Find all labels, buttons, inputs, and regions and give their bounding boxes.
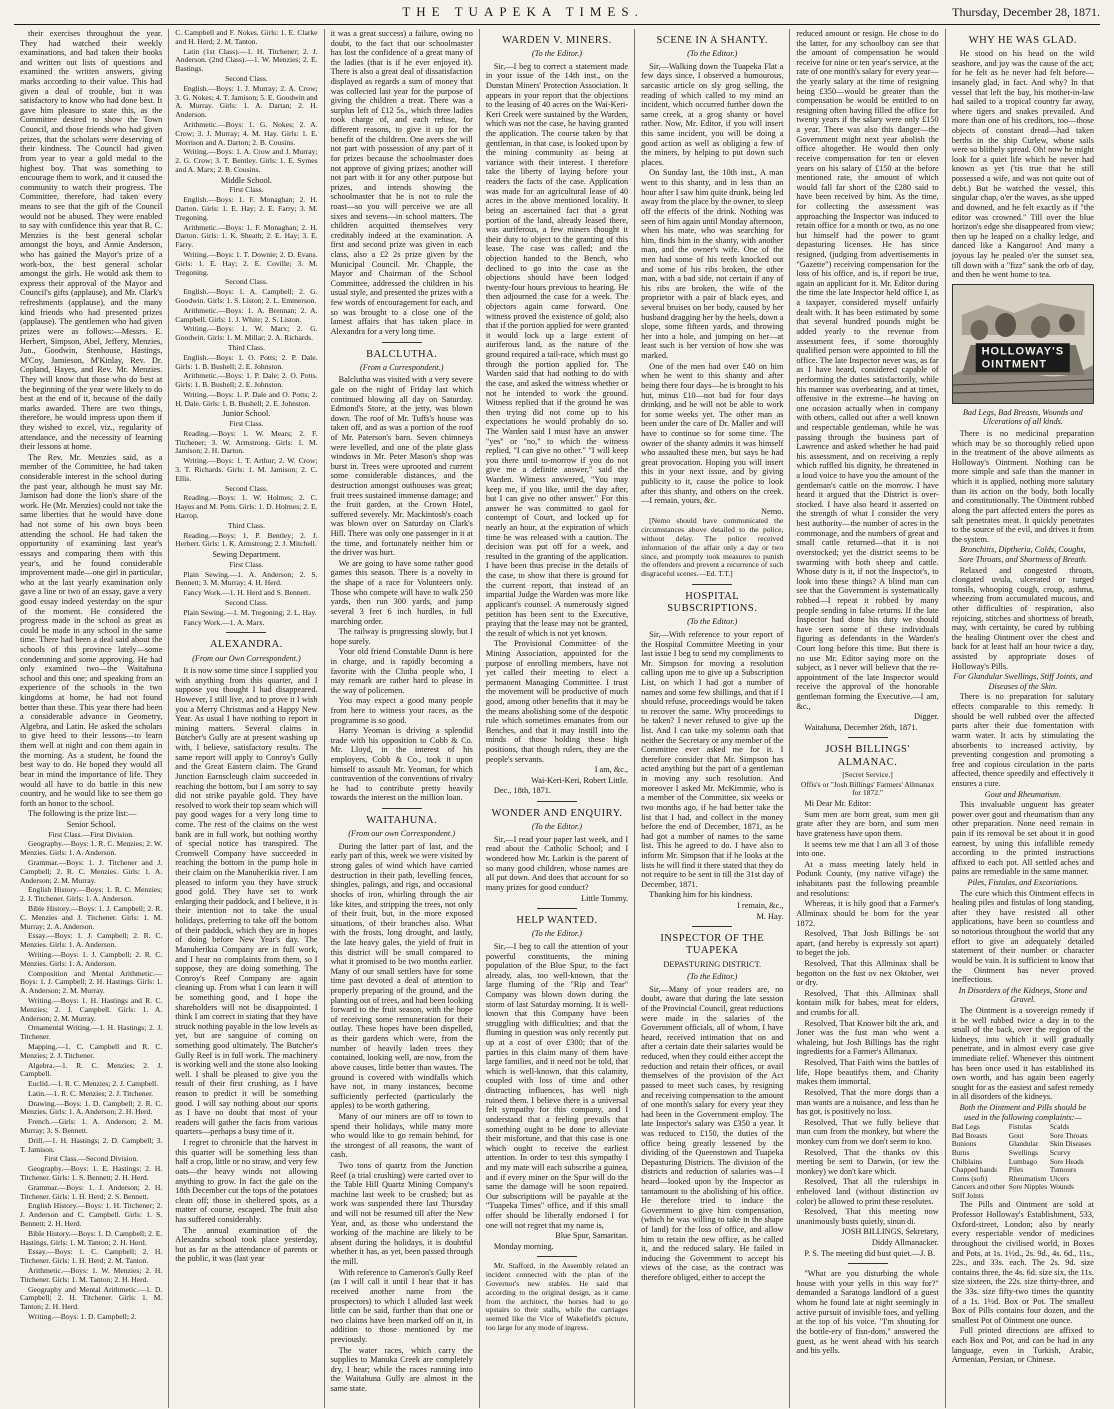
table-cell: Stiff Joints [951, 1190, 984, 1200]
editor-note: [Nemo should have communicated the circumstances above detailed to the police, without delay. The police received information of the affair only a day or two since, and promptly took measures to punish the offenders and prevent a recurrence of such disgraceful scenes.—Ed. T.T.] [641, 516, 784, 579]
prize-line: Euclid.—1. R. C. Menzies; 2. J. Campbell. [28, 1079, 159, 1089]
article-paragraph: Resolved, That all the rulerships in enbeloved land (without distinction ov color) be allowed to print these resolutes. [796, 1177, 939, 1206]
table-cell: Fistulas [1008, 1122, 1032, 1132]
table-cell: Tumours [1049, 1165, 1077, 1175]
article-paragraph: On Sunday last, the 10th inst., A man went to this shanty, and in less than an hour after I saw him quite drunk, being led away from the place by the owner, to sleep off the effects of the drink. Nothing was seen of him again until Monday afternoon, when his mate, who was searching for him, finds him in the shanty, with another man, and the owner's wife. One of the men had some of his teeth knocked out and some of his ribs broken, the other man, with a bad side, not certain if any of his ribs are broken, the wife of the proprietor with a pair of black eyes, and several bruises on her body, caused by her husband dragging her by the heels, down a slope, some fifteen yards, and throwing her into a hole, and jumping on her—at least such is her version of how she was marked. [641, 168, 784, 361]
divider [226, 632, 266, 633]
prize-line: Essay.—Boys: 1. C. Campbell; 2. H. Titchener. Girls: 1. H. Herd; 2. M. Tanton. [20, 1247, 163, 1266]
divider [382, 808, 422, 809]
article-paragraph: Many of our miners are off to town to spend their holidays, while many more who would like to go remain behind, for the strongest of all reasons, the want of cash. [330, 1111, 473, 1160]
table-cell: Bunions [951, 1139, 977, 1149]
prize-line: Writing.—Boys: 1. A. Crow and J. Murray; 2. G. Crow; 3. T. Bentley. Girls: 1. E. Symes and A. Marx; 2. B. Cousins. [175, 147, 318, 174]
subsection-heading: Second Class. [225, 598, 268, 608]
subsection-heading: Second Class. [225, 277, 268, 287]
prize-line: Plain Sewing.—1. A. Anderson; 2. S. Bennett; 3. M. Murray; 4. H. Herd. [175, 569, 318, 588]
prize-line: Plain Sewing.—1. M. Tregoning; 2. L. Hay. [183, 607, 317, 617]
letter-signature: Nemo. [761, 506, 784, 516]
prize-line: Drill.—1. H. Hastings; 2. D. Campbell; 3. T. Jamison. [20, 1135, 163, 1154]
article-byline: (From our own Correspondent.) [348, 829, 456, 839]
prize-line: Writing.—Boys: 1. H. Hastings and R. C. Menzies; 2. J. Campbell. Girls: 1. A. Anderson; 2. M. Murray. [20, 995, 163, 1023]
article-byline: (To the Editor.) [531, 822, 583, 832]
article-paragraph: Whereas, it is hily good that a Farmer's Allminax should be born for the year 1872. [796, 899, 939, 928]
article-paragraph: Relaxed and congested throats, clongated uvula, ulcerated or turged tonsils, whooping cough, croup, asthma, wheezing from accumulated mucous, and other difficulties of respiration, also rejoicing, stitches and shortness of breath, may, with certainty, be cured by rubbing the healing Ointment over the chest and back for at least half an hour twice a day, assisted by appropriate doses of Holloway's Pills. [951, 565, 1094, 671]
letter-signature: Little Tommy. [581, 893, 629, 903]
article-byline: (From a Correspondent.) [359, 362, 444, 372]
table-cell: Cancers and other [951, 1182, 1006, 1192]
table-cell: Rheumatism [1008, 1173, 1047, 1183]
article-paragraph: With reference to Cameron's Gully Reef (as I will call it until I hear that it has received another name from the prospectors) to which I alluded last week little can be said, further than that one or two claims have been marked off on it, in addition to those mentioned by me previously. [330, 1267, 473, 1344]
prize-line: Writing.—Boys: 1. D. Campbell; 2. [28, 1312, 137, 1322]
letter-signature: M. Hay. [756, 911, 784, 921]
ad-subheading: Bronchitis, Diptheria, Colds, Coughs, Sore Throats, and Shortness of Breath. [958, 545, 1088, 564]
letter-signoff: I remain, &c., [737, 901, 784, 911]
subsection-heading: First Class.—First Division. [48, 829, 134, 839]
article-paragraph: We are going to have some rather good games this season. There is a novelty in the shape of a race for Volunteers only. Those who compete will have to walk 250 yards, then run 300 yards, and jump several 3 feet 6 inch hurdles, in full marching order. [330, 558, 473, 626]
divider [537, 801, 577, 802]
prize-line: English.—Boys: 1. F. Monaghan; 2. H. Darton. Girls: 1. E. Hay; 2. E. Farry; 3. M. Tregoning. [175, 195, 318, 222]
table-cell: Chilblains [951, 1156, 983, 1166]
prize-line: Ornamental Writing.—1. H. Hastings; 2. J. Titchener. [20, 1023, 163, 1042]
table-cell: Sore Throats [1049, 1130, 1088, 1140]
article-paragraph: Thanking him for his kindness. [649, 890, 753, 900]
article-subheadline: Offis's or "Josh Billings' Farmers' Allmanax for 1872." [800, 779, 935, 798]
column-7 [945, 29, 1100, 1408]
article-byline: (To the Editor.) [687, 49, 738, 59]
letter-signature: Wai-Keri-Keri, Robert Little. [531, 775, 629, 785]
ad-subheading: Gout and Rheumatism. [984, 789, 1061, 799]
article-paragraph: Harry Yeoman is driving a splendid trade with his opposition to Cobb & Co. Mr. Lloyd, in the interest of his employers, Cobb & Co., took it upon himself to assault Mr. Yeoman, for which contravention of the conventions of rivalry he had to contribute pretty heavily towards the interest on the million loan. [330, 726, 473, 803]
ad-subheading: In Disorders of the Kidneys, Stone and Gravel. [958, 985, 1088, 1005]
columns [14, 29, 1100, 1408]
article-paragraph: It seems tew me that I am all 3 of those into one. [796, 839, 939, 859]
masthead [14, 0, 1100, 25]
article-byline: (From our Own Correspondent.) [192, 653, 301, 663]
column-2 [168, 29, 323, 1408]
article-paragraph: Full printed directions are affixed to each Box and Pot, and can be had in any language, even in Turkish, Arabic, Armenian, Persian, or Chinese. [951, 1326, 1094, 1365]
table-cell: Scalds [1049, 1122, 1070, 1132]
postscript: P. S. The meeting did bust quiet.—J. B. [804, 1248, 936, 1258]
prize-line: Fancy Work.—1. A. Marx. [183, 617, 265, 627]
prize-line: Bible History.—Boys: 1. D. Campbell; 2. E. Hastings. Girls: 1. M. Tanton; 2. H. Herd. [20, 1228, 163, 1247]
prize-line: Grammar.—Boys: 1. J. Titchener and J. Campbell; 2. R. C. Menzies. Girls: 1. A. Anderson; 2. M. Murray. [20, 857, 163, 885]
article-byline: (To the Editor.) [687, 617, 738, 627]
divider [537, 908, 577, 909]
article-paragraph: Resolved, That the more dorgs than a man wants are a nuisance, and less than he has got, is positively no loss. [796, 1087, 939, 1117]
letter-date: Waitahuna, December 26th, 1871. [804, 722, 918, 732]
article-paragraph: One of the men had over £40 on him when he went to this shanty and after being there four days—he is brought to his hut, minus £10—not bad for four days drinking, and he will not be able to work for some weeks yet. The other man as been under the care of Dr. Maller and will have to continue so for some time. The owner of the shanty admits it was himself who assaulted these men, but says he had great provocation. Hoping you will insert this in your next issue, and by giving publicity to it, cause the police to look after this shanty, and others on the creek.—I remain, yours, &c. [641, 361, 784, 506]
table-cell: Skin Diseases [1049, 1139, 1092, 1149]
divider [848, 737, 888, 738]
article-paragraph: Sir,—With reference to your report of the Hospital Committee Meeting in your last issue I beg to send my compliments to Mr. Simpson for moving a resolution calling upon me to give up a Subscription List, on which I had got a number of names and some few shillings, and that if I should refuse, proceedings would be taken to recover the same. Why proceedings to be taken? I never refused to give up the list. And I can take my solemn oath that neither the Secretary or any member of the Committee ever asked me for it. I therefore consider that Mr. Simpson has acted anything but the part of a gentleman in moving any such resolution. And moreover I asked Mr. McKimmie, who is a member of the Committee, six weeks or two months ago, if he had better take the list that I had, and collect in the money before the end of December, 1871, as he had got a number of names to the same list. This he agreed to do. I have also to inform Mr. Simpson that if he looks at the lists he will find it there stated that they do not require to be sent in till the 31st day of December, 1871. [641, 629, 784, 889]
letter-signature: Digger. [914, 712, 939, 722]
article-paragraph: The Provisional Committee of the Mining Association, appointed for the purpose of enrolling members, have not yet called their meeting to elect a permanent Managing Committee. I trust the movement will be productive of much good, among other benefits that it may be the means abolishing some of the despotic rule which sometimes emanates from our Benches, and that it may instill into the minds of those holding these high positions, that though rulers, they are the people's servants. [485, 639, 629, 764]
column-6 [789, 29, 944, 1408]
prize-line: English.—Boys: 1. A. Campbell; 2. G. Goodwin. Girls: 1. S. Liston; 2. L. Emmerson. [175, 287, 318, 305]
subsection-heading: Third Class. [227, 520, 265, 530]
article-paragraph: The water races, which carry the supplies to Manuka Creek are completely dry, I hear; while the races running into the Waitahuna Gully are almost in the same state. [330, 1345, 473, 1393]
newspaper-title: THE TUAPEKA TIMES. [402, 4, 644, 19]
article-paragraph: The Rev. Mr. Menzies said, as a member of the Committee, he had taken considerable interest in the school during the past year, although he must say Mr. Jamison had done the lion's share of the work. He (Mr. Menzies) could not take the same liberties that he would have done had not some of his own boys been attending the school. He had taken the opportunity of examining last year's essays and comparing them with this year's, and he found considerable improvement made—one girl in particular, who at the last yearly examination only gave a line or two of an essay, gave a very good essay indeed yesterday on the spur of the moment. He considered the progress made in the school as great as could be made in any school in the same time. There had been a deal said about the schools of this province lately—some condemning and some approving. He had only examined two—the Waitahuna school and this one; and speaking from an experience of the schools in the two kingdoms at home, he had not found better than these. This year there had been a considerable advance in Geometry, Algebra, and Latin. He asked the scholars to give heed to their lessons—to learn them well at night and con them again in the morning. As a student, he found the best way to do. He hoped they would all bear in mind the importance of life. They would all have to do battle in this new country, and he would like to see them go forth an honor to the school. [20, 452, 163, 808]
article-headline: HELP WANTED. [516, 915, 598, 927]
article-paragraph: Resolved, That this Allminax shall kontain milk for babes, meat for elders, and crumbs for all. [796, 988, 939, 1018]
prize-line: Essay.—Boys: 1. J. Campbell; 2. R. C. Menzies. Girls: 1. A. Anderson. [20, 931, 163, 950]
article-byline: (To the Editor.) [531, 929, 583, 939]
article-paragraph: Balclutha was visited with a very severe gale on the night of Friday last which continued blowing all day on Saturday. Edmond's Store, at the jetty, was blown down. The roof of Mr. Tuffs's house was taken off, and as was a portion of the roof of Mr. Paterson's barn. Seven chimneys were levelled, and one of the plate glass windows in Mr. Peter Mason's shop was burst in. Trees were uprooted and current some considerable distances, and the destruction amongst outhouses was great; fruit trees sustained immense damage; and the fruit garden, at the Crown Hotel, suffered severely. Mr. Mackintosh's coach was blown over on Saturday on Clark's Hill. There was only one passenger in it at the time, and fortunately neither him or the driver was hurt. [330, 375, 473, 558]
article-paragraph: He stood on his head on the wild seashore, and joy was the cause of the act; for he felt as he never had felt before—insanely glad, in fact. And why? In that vessel that left the bay, his mother-in-law had sailed to a tropical country far away, where tigers and snakes prevailed. And more than one of his creditors, too—those objects of constant dread—had taken berths in the ship Curlew, whose sails were so blithely spread. Oh! now he might look for a quiet life which he never had known as yet ('tis true that he still possessed a wife, and was not quite out of debt.) But he watched the vessel, this singular chap, o'er the waves, as she upped and downed, and he felt exactly as if "the editor was crowned." Till over the blue horizon's edge she disappeared from view; then up he leaped on a chalky ledge, and danced like a Kangaroo! And many a joyous lay he pealed o'er the sunset sea, till down with a "fizz" sank the orb of day, and then he went home to tea. [951, 49, 1094, 280]
article-paragraph: The Ointment is a sovereign remedy if it be well rubbed twice a day in to the small of the back, over the region of the kidneys, into which it will gradually penetrate, and in almost every case give immediate relief. Whenever this ointment has been once used it has established its own worth, and has again been eagerly sought for as the easiest and safest remedy in all disorders of the kidneys. [951, 1005, 1094, 1102]
article-paragraph: At a mass meeting lately held in Podunk County, (my native vil'age) the inhabitants past the following preamble and resolutions: [796, 859, 939, 898]
article-headline: ALEXANDRA. [209, 639, 283, 651]
table-cell: Burns [951, 1148, 970, 1158]
article-paragraph: It is now some time since I supplied you with anything from this quarter, and I suppose you thought I had disappeared. However, I still live, and to prove it I wish you a Merry Christmas and a Happy New Year. As usual I have nothing to report in mining matters. Several claims in Butcher's Gully are at present washing up with, I believe, satisfactory results. The same report will apply to Conroy's Gully and the Great Eastern claim. The Grand Junction Earnscleugh claim succeeded in reaching the bottom, but I am sorry to say did not strike payable gold. They have resolved to work their top seam which will pay good wages for a very long time to come. The rest of the claims on the west bank are in full work, but nothing worthy of special notice has transpired. The Cromwell Company have succeeded in reaching the bottom in the pump hole in their claim on the Manuherikia river. I am pleased to inform you they have struck good gold. They have set to work enlarging their paddock, and I believe, it is their intention not to take the usual holidays, preferring to take off the bottom of their paddock, which they are in hopes of doing before New Year's day. The Manuherikia Company are in full work, and I hear no complaints from them, so I suppose, they are doing something. The Conroy's Reef Company are again cleaning up. From what I can learn it will be something good, and I hope the shareholders will not be disappointed. I think I am correct in stating that they have struck nothing payable in the low levels as yet, but are sanguine of coming on something good ultimately. The Butcher's Gully Reef is in full work. The machinery is working well and the stone also looking well. I shall be pleased to give you the result of their first crushing, as I have reason to predict it will be something good. I will say nothing about our sports as I have no doubt that most of your readers will gather the facts from various quarters—perhaps a busy time of it. [175, 666, 318, 1137]
letter-signature: JOSH BILLINGS, Sekretary, [841, 1227, 939, 1237]
prize-line: Arithmetic.—Boys: 1. W. Menzies; 2. H. Titchener. Girls: 1. M. Tanton; 2. H. Herd. [20, 1266, 163, 1284]
column-4 [479, 29, 634, 1408]
prize-line: Fancy Work.—1. H. Herd and S. Bennett. [183, 588, 311, 598]
prize-line: Arithmetic.—Boys: 1. A. Brennan; 2. A. Campbell. Girls: 1. J. White; 2. S. Liston. [175, 305, 318, 324]
table-cell [1009, 1192, 1050, 1201]
prize-line: Arithmetic.—Boys: 1. F. Monaghan; 2. H. Darton. Girls: 1. K. Sheath; 2. E. Hay; 3. E. Farry. [175, 222, 318, 250]
ad-banner-label: HOLLOWAY'S OINTMENT [976, 343, 1071, 373]
article-paragraph: Resolved, That Faith wins the battles of life, Hope beautifys them, and Charity makes them immortal. [796, 1058, 939, 1087]
article-paragraph: The following is the prize list:— [28, 809, 137, 819]
table-row [952, 1192, 1094, 1201]
subsection-heading: First Class.—Second Division. [44, 1154, 139, 1164]
article-paragraph: it was a great success) a failure, owing no doubt, to the fact that our schoolmaster has lost the confidence of a great many of the ladies (that is if he ever enjoyed it). There is also a great deal of dissatisfaction displayed as regards a sum of money that was collected last year for the purpose of giving the children a treat. There was a surplus left of £12 5s., which three ladies took charge of, and each refuse, for different reasons, to give it up for the benefit of the children. One avers she will not part with possession of any part of it for prizes because the schoolmaster does not approve of giving prizes; another will not part with it for any other purpose but prizes, and intends showing the schoolmaster that he is not to rule the roast—so you will perceive we are all sixes and sevens—in school matters. The children acquitted themselves very creditably indeed at the examination. A first and second prize was given in each class, also a £2 2s prize given by the Municipal Council. Mr. Chapple, the Mayor and Chairman of the School Committee, addressed the children in his usual style, and presented the prizes with a few words of encouragement for each, and so was brought to a close one of the lamest affairs that has taken place in Alexandra for a very long time. [330, 29, 473, 336]
article-paragraph: their exercises throughout the year. They had watched their weekly examinations, and had taken their books and written out lists of questions and examined the written answers, giving marks according to their value. This had given a deal of trouble, but it was satisfactory to know who had done best. It gave him pleasure to state this, as the Committee desired to show the Town Council, and those friends who had given prizes, that the scholars were deserving of their kindness. The Council had given from year to year a gold medal to the highest boy. That was something to encourage them to work, and it caused the community to watch their progress. The Committee, therefore, had taken every means to see that the gift of the Council would not be abused. They were enabled to say with confidence this year that R. C. Menzies is the best general scholar amongst the boys, and Annie Anderson, who has gained the Mayor's prize of a work-box, the best general scholar amongst the girls. He would ask them to express their approval of the Mayor and Council's gifts (applause), and Mr. Clark's refreshments (applause), and the many kind friends who had presented prizes (applause). The gentlemen who had given prizes were as follows:—Messrs. E. Herbert, Simpson, Abel, Jeffery, Menzies, Jun., Goodwin, Stenhouse, Hastings, M'Coy, Jamieson, M'Kinlay, Rev. Dr. Copland, Hayes, and Rev. Mr. Menzies. They will know that those who do best at the beginning of the year were likely to do best at the end of it, because of the daily marks awarded. There are two things, therefore, he would impress upon them if they wished to excel, viz., regularity of attendance, and the necessity of learning their lessons at home. [20, 29, 163, 452]
table-cell: Sore Nipples [1008, 1182, 1048, 1192]
prize-line: Composition and Mental Arithmetic.—Boys: 1. J. Campbell; 2. H. Hastings. Girls: 1. A. Anderson; 2. M. Murray. [20, 968, 163, 996]
prize-line: Reading.—Boys: 1. P. Bentley; 2. J. Herbert. Girls: 1. K. Armstrong; 2. J. Mitchell. [175, 530, 318, 549]
prize-line: Writing.—Boys: 1. J. Campbell; 2. R. C. Menzies. Girls: 1. A. Anderson. [20, 949, 163, 968]
article-paragraph: The annual examination of the Alexandra school took place yesterday, but as far as the attendance of parents or the public, it was (last year [175, 1225, 318, 1264]
subsection-heading: First Class. [229, 185, 264, 195]
divider [692, 584, 732, 585]
table-cell: Wounds [1049, 1182, 1074, 1192]
letter-date: Monday morning. [493, 1241, 554, 1251]
column-3 [324, 29, 479, 1408]
prize-line: Writing.—Boys: 1. T. Arthur; 2. W. Crow; 3. T. Richards. Girls: 1. M. Jamison; 2. C. Ellis. [175, 456, 318, 483]
article-paragraph: Sir,—Many of your readers are, no doubt, aware that during the late session of the Provincial Council, great reductions were made in the salaries of the Government officials, all of whom, I have heard, received intimation that on and after a certain date their salaries would be reduced, when they could either accept the reduction and retain their offices, or avail themselves of the provision of the Act passed to meet such cases, by resigning and receiving compensation to the amount of one month's salary for every year they had been in the Government employ. The late Inspector's salary was £350 a year. It was reduced to £150, the duties of the office being greatly lessened by the dividing of the Queenstown and Tuapeka Depasturing Districts. The division of the districts and reduction of salaries was—I heard—looked upon by the Inspector as tantamount to the abolishing of his office. He therefore tried to induce the Government to give him compensation, (which he was willing to take in the shape of land) for the loss of office, and allow him to retain the new office, as he called it, and the reduced salary. He failed in inducing the Government to accept his views of the case, as the contract was therefore obliged, either to accept the [641, 984, 784, 1283]
column-1 [14, 29, 168, 1408]
article-paragraph: reduced amount or resign. He chose to do the latter, for any schoolboy can see that the amount of compensation he would receive for nine or ten year's service, at the rate of one month's salary for every year—the yearly salary at the time of resigning being £350—would be greater than the compensation he would be entitled to on resigning often having filled the office for twenty years if the salary were only £150 a year. There was also this danger—the Government might next year abolish the office altogether. He would then only receive compensation for ten or eleven years on his salary of £150 at the before mentioned rate, the amount of which would fall far short of the £280 said to have been received by him. As the time, for collecting the assessment was approaching the Inspector was induced to retain office for a month or two, as no one but himself had the power to grant depasturing licenses. He has since resigned, (judging from advertisements in "Gazette") receiving compensation for the loss of his office, and is, if report be true, again an applicant for it. Mr. Editor during the time the late Inspector held office I, as a taxpayer, considered myself unfairly dealt with. It has been estimated by some that several hundred pounds might be added yearly to the revenue from assessment fees, if some thoroughly qualified person were appointed to fill the office. The late Inspector never was, as far as I have heard, considered capable of performing the duties satisfactorily, while his manner was overbearing, and at times, offensive in the extreme—he having on one occasion actually when in company with others, called out after a well known and respectable gentleman, while he was passing through the business part of Lawrence and asked whether he had paid his assessment, and on receiving a reply which ruffled his dignity, he threatened in a loud voice to have you the amount of the gentleman's cattle on the morrow. I have heard it argued that the District is over-stocked. I have also heard it asserted on the strength of what I consider the very best authority—the number of acres in the commonage, and the numbers of great and small cattle returned—that it is not overstocked; yet the district seems to be swarming with both sheep and cattle. Whose duty is it, if not the Inspector's, to look into these things? A blind man can see that the Government is systematically robbed—I repeat it robbed by many people sending in false returns. If the late Inspector had done his duty we should have seen some of these individuals figuring as defendants in the Warden's Court long before this time. But there is no use Mr. Editor saying more on the subject, as I never will believe that the re-appointment of the late Inspector would receive the approval of the honorable gentleman forming the Executive.—I am, &c., [796, 29, 939, 711]
article-paragraph: Resolved, That Josh Billings be sot apart, (and hereby is expressly sot apart) to beget the job. [796, 929, 939, 958]
prize-line: French.—Girls: 1. A. Anderson; 2. M. Murray; 3. S. Bennett. [20, 1117, 163, 1136]
prize-line: Grammar.—Boys: 1. J. Anderson; 2. H. Titchener. Girls: 1. H. Herd; 2. S. Bennett. [20, 1182, 163, 1201]
section-heading: Senior School. [66, 819, 116, 829]
table-cell: Glandular [1008, 1139, 1039, 1149]
article-headline: HOSPITAL SUBSCRIPTIONS. [667, 591, 758, 615]
prize-line: Writing.—Boys: 1. P. Dale and O. Potts; 2. H. Dale. Girls: 1. B. Bushell; 2. E. Johnston. [175, 389, 318, 408]
holloway-ointment-ad-illustration [952, 284, 1094, 404]
prize-line: Latin (1st Class).—1. H. Titchener; 2. J. Anderson. (2nd Class).—1. W. Menzies; 2. E. Bastings. [175, 46, 318, 74]
article-paragraph: Sir,—Walking down the Tuapeka Flat a few days since, I observed a humourous, sarcastic article on sly grog selling, the reading of which called to my mind an incident, which occurred further down the same creek, at a grog shanty or hovel rather. Now, Mr. Editor, if you will insert this same incident, you will be doing a good action as well as obliging a few of the miners, by helping to put down such places. [641, 61, 784, 167]
column-5 [634, 29, 789, 1408]
subsection-heading: Third Class. [227, 342, 265, 352]
subsection-heading: Second Class. [225, 483, 268, 493]
prize-line: Writing.—Boys: 1. T. Downie; 2. D. Evans. Girls: 1. E. Hay; 2. E. Coville; 3. M. Tregoning. [175, 249, 318, 277]
article-paragraph: There is no medicinal preparation which may be so thoroughly relied upon in the treatment of the above ailments as Holloway's Ointment. Nothing can be more simple and safe than the manner in which it is applied, nothing more salutary than its action on the body, both locally and constitutionally. The Ointment rubbed along the part affected enters the pores as salt penetrates meat. It quickly penetrates to the source of the evil, and drives it from the system. [951, 429, 1094, 544]
table-cell: Corns (soft) [951, 1173, 988, 1183]
table-cell: Swellings [1008, 1148, 1038, 1158]
article-byline: (To the Editor.) [687, 972, 738, 982]
table-cell: Scurvy [1049, 1148, 1071, 1158]
article-paragraph: Sum men are born great, sum men git grate after they are born, and sum men have grateness have upon them. [796, 809, 939, 839]
table-cell: Piles [1008, 1165, 1024, 1175]
article-paragraph: Resolved, That this Allminax shall be begotton on the fust ov nex Oktober, wet or dry. [796, 958, 939, 988]
prize-line: English.—Boys: 1. O. Potts; 2. P. Dale. Girls: 1. B. Bushell; 2. E. Johnston. [175, 352, 318, 371]
table-cell: Bad Legs [951, 1122, 980, 1132]
letter-signature: Diddy Allmanacker. [871, 1238, 939, 1248]
table-cell: Ulcers [1049, 1173, 1070, 1183]
prize-line: Arithmetic.—Boys: 1. G. Nokes; 2. A. Crow; 3. J. Murray; 4. M. Hay. Girls: 1. E. Morrison and A. Darton; 2. B. Cousins. [175, 119, 318, 147]
prize-line: English History.—Boys: 1. H. Titchener; 2. J. Anderson and C. Campbell. Girls: 1. S. Bennett; 2. H. Herd. [20, 1201, 163, 1229]
ad-subheading: Piles, Fistulas, and Excoriations. [967, 878, 1079, 888]
prize-line: Geography.—Boys: 1. E. Hastings; 2. H. Titchener. Girls: 1. S. Bennett; 2. H. Herd. [20, 1164, 163, 1183]
article-subheadline: DEPASTURING DISTRICT. [663, 959, 762, 969]
complaints-table [952, 1123, 1094, 1200]
article-headline: WARDEN V. MINERS. [502, 35, 612, 46]
prize-line: Mapping.—1. C. Campbell and R. C. Menzies; 2. J. Titchener. [20, 1041, 163, 1060]
article-paragraph: Resolved, That this meeting now unanimously busts quietly, sinun di. [796, 1207, 939, 1226]
article-headline: JOSH BILLINGS' ALMANAC. [825, 744, 910, 768]
table-cell: Chapped hands [951, 1165, 998, 1175]
prize-line: Geography and Mental Arithmetic.—1. D. Campbell; 2. H. Titchener. Girls: 1. M. Tanton; 2. H. Herd. [20, 1284, 163, 1312]
article-paragraph: Resolved, That we fully believe that man cum from the monkey, but where the monkey cum from we don't seem to kno. [796, 1117, 939, 1146]
table-cell: Gout [1008, 1130, 1024, 1140]
prize-line: Arithmetic.—Boys: 1. P. Dale; 2. O. Potts. Girls: 1. B. Bushell; 2. E. Johnston. [175, 371, 318, 390]
article-paragraph: Two tons of quartz from the Junction Reef (a trial crushing) were carted over to the Table Hill Quartz Mining Company's machine last week to be crushed; but as work was suspended there last Thursday and will not be resumed till after the New Year, and, as those who understand the working of the machine are likely to be absent during the holidays, it is doubtful whether it has, as yet, been passed through the mill. [330, 1160, 473, 1267]
prize-line: English History.—Boys: 1. R. C. Menzies; 2. J. Titchener. Girls: 1. A. Anderson. [20, 885, 163, 904]
article-headline: WONDER AND ENQUIRY. [491, 808, 623, 820]
article-headline: BALCLUTHA. [366, 348, 438, 360]
ad-caption: Bad Legs, Bad Breasts, Wounds and Ulcerations of all kinds. [962, 407, 1083, 427]
prize-line: Reading.—Boys: 1. W. Holmes; 2. C. Hayes and M. Potts. Girls: 1. D. Holmes; 2. E. Harrop. [175, 493, 318, 521]
prize-line: Writing.—Boys: 1. W. Marx; 2. G. Goodwin. Girls: 1. M. Millar; 2. A. Richards. [175, 324, 318, 343]
table-cell [1050, 1192, 1094, 1201]
divider [537, 1256, 577, 1257]
prize-line: Bible History.—Boys: 1. J. Campbell; 2. R. C. Menzies and J. Titchener. Girls: 1. M. Murray; 2. A. Anderson. [20, 903, 163, 931]
section-heading: Sewing Department. [212, 550, 281, 560]
divider [848, 1263, 888, 1264]
article-paragraph: Sir,—I read your paper last week, and I read about the Catholic School; and I wondered how Mr. Larkin is the parent of so many good children, whose names are all put down. And does that account for so many prizes for good conduct? [485, 834, 629, 892]
article-paragraph: You may expect a good many people from here to witness your races, as the programme is so good. [330, 696, 473, 725]
article-headline: SCENE IN A SHANTY. [656, 35, 769, 46]
article-paragraph: The Pills and Ointment are sold at Professor Holloway's Establishment, 533, Oxford-street, London; also by nearly every respectable vendor of medicines throughout the civilised world, in Boxes and Pots, at 1s. 1½d., 2s. 9d., 4s. 6d., 11s., 22s., and 33s. each. The 2s. 9d. size contains three, the 4s. 6d. size six, the 11s. size sixteen, the 22s. size thirty-three, and the 33s. size fifty-two times the quantity of a 1s. 1½d. Box or Pot. The smallest Box of Pills contains four dozen, and the smallest Pot of Ointment one ounce. [951, 1200, 1094, 1325]
letter-signature: Blue Spur, Samaritan. [555, 1231, 629, 1241]
article-paragraph: Your old friend Constable Dunn is here in charge, and is rapidly becoming a favorite with the Clutha people who, I may remark are rather hard to please in the way of policemen. [330, 647, 473, 695]
letter-signoff: I am, &c., [594, 765, 629, 775]
article-headline: INSPECTOR OF THE TUAPEKA [660, 933, 765, 957]
article-headline: WAITAHUNA. [366, 815, 438, 827]
article-paragraph: The cure which this Ointment effects in healing piles and fistulas of long standing, after they have resisted all other applications, have been so countless and so notorious throughout the world that any effort to give an adequately detailed statement of their number or character would be vain. It is sufficient to know that the Ointment has never proved ineffectious. [951, 888, 1094, 985]
table-cell: Lumbago [1008, 1156, 1038, 1166]
issue-date: Thursday, December 28, 1871. [952, 4, 1100, 19]
section-heading: Middle School. [220, 175, 272, 185]
article-paragraph: Sir,—I beg to correct a statement made in your issue of the 14th inst., on the Dunstan Miners' Protection Association. It appears in your report that the objections to the leasing of 40 acres on the Wai-Keri-Keri Creek were sustained by the Warden, which was not the case, he having granted the application. The course taken by that gentleman, in that case, is looked upon by the mining community as being at variance with their interest. I therefore take the liberty of laying before your readers the facts of the case. Application was made for an agricultural lease of 40 acres in the above mentioned locality. It being an ascertained fact that a great portion of the land, already leased there, was auriferous, a few miners thought it their duty to object to the granting of this lease. The case was called; and the objection handed to the Bench, who declined to go into the case as the objections should have been lodged twenty-four hours previous to hearing. He then adjourned the case for a week. The objectors again came forward. One witness proved the existence of gold; also that if the portion applied for were granted it would lock up a large extent of auriferous land, as the nature of the ground required a tail-race, which must go through the portion applied for. The Warden said that had nothing to do with the case, and asked the witness whether or not he intended to work the ground. Witness replied that if the ground he was then trying did not come up to his expectations he would probably do so. The Warden said I must have an answer "yes" or "no," to which the witness replied, "I can give no other." "I will keep you there until to-morrow if you do not give me a definite answer," said the Warden. Witness answered, "You may keep me, if you like, until the day after, but I can give no other answer." For this answer he was committed to gaol for contempt of Court, and locked up for nearly an hour, at the expiration of which time he was released with a caution. The decision was put off for a week, and resulted in the granting of the application. I have been thus precise in the details of the case, to show that there is ground for the current report, that instead of an impartial Judge the Warden was more like applicant's counsel. A numerously signed petition has been sent to the Executive, praying that the lease may not be granted, the result of which is not yet known. [485, 61, 629, 638]
article-paragraph: Sir,—I beg to call the attention of your powerful constituents, the mining population of the Blue Spur, to the fact already, alas, too well-known, that the large fluming of the "Rip and Tear" Company was blown down during the storm of last Saturday morning. It is well-known that this Company have been struggling with difficulties; and that the fluming in question was only recently put up at a cost of over £300; that of the parties in this claim many of them have large families, and it need not be told, that which is well-known, that this calamity, coupled with loss of time and other distracting influences, has well nigh ruined them. I believe there is a universal felt sympathy for this company, and I understand that a feeling prevails that something ought to be done to alleviate their misfortune, and that this case is one which ought to receive the earliest attention. In order to test this sympathy I and my mate will each subscribe a guinea, and if every miner on the Spur will do the same the damage will be soon repaired. Our subscriptions will be payable at the "Tuapeka Times" office, and if this small offer should be liberally endorsed I for one will not regret that my name is, [485, 941, 629, 1230]
prize-line: English.—Boys: 1. J. Murray; 2. A. Crow; 3. G. Nokes; 4. T. Jamison; 5. E. Goodwin and A. Murray. Girls: 1. A. Dartan; 2. H. Anderson. [175, 83, 318, 120]
divider [692, 926, 732, 927]
prize-line: C. Campbell and F. Nokes. Girls: 1. E. Clarke and H. Herd; 2. M. Tanton. [175, 29, 318, 46]
subsection-heading: Second Class. [225, 73, 268, 83]
article-paragraph: The railway is progressing slowly, but I hope surely. [330, 627, 473, 646]
article-paragraph: Resolved, That the thanks ov this meeting be sent to Darwin, (or tew the monkey) we don't kare which. [796, 1147, 939, 1176]
article-headline: WHY HE WAS GLAD. [968, 35, 1077, 46]
article-paragraph: Resolved, That Knower bilt the ark, and Joner was the fust man who went a whaleing, but Josh Billings has the right ingredients for a Farmer's Allmanax. [796, 1018, 939, 1057]
prize-line: Geography.—Boys: 1. R. C. Menzies; 2. W. Menzies. Girls: 1. A. Anderson. [20, 839, 163, 858]
table-cell: Sore Heads [1049, 1156, 1084, 1166]
article-paragraph: During the latter part of last, and the early part of this, week we were visited by strong gales of wind which have carried destruction in their path, levelling fences, shingles, palings, and rigs, and occasional shocks of iron, whirling through the air like kites, and stripping the trees, not only of their fruit, but, in the more exposed situations, of their branches also. What with the frosts, long drought, and lastly, the late heavy gales, the yield of fruit in this district will be small compared to what it promised to be two months earlier. Many of our small settlers have for some time past devoted a deal of attention to properly preparing of the ground, and the planting out of trees, and had been looking forward to the fruit season, with the hope of receiving some remuneration for their outlay. These hopes have been dispelled, as their gardens which were, from the number of heavily laden trees they contained, looking well, are now, from the above causes, little better than wastes. The ground is covered with windfalls which have not, in many instances, become sufficiently perfected (particularly the apples) to be worth gathering. [330, 841, 473, 1111]
article-paragraph: This invaluable unguent has greater power over gout and rheumatism than any other preparation. None need remain in pain if its removal be set about it in good earnest, by using this infallible remedy according to the printed instructions affixed to each pot. All settled aches and pains are remediable in the same manner. [951, 800, 1094, 877]
article-paragraph: I regret to chronicle that the harvest in this quarter will be something less than half a crop, little or no straw, and very few oats—the heavy winds not allowing anything to grow. In fact the gale on the 18th December cut the tops of the potatoes clean off; those in sheltered spots, as a matter of course, escaped. The fruit also has suffered considerably. [175, 1138, 318, 1224]
article-paragraph: There is no preparation for salutary effects comparable to this remedy. It should be well rubbed over the affected parts after their due fomentation with warm water. It acts by stimulating the absorbents to increased activity, by preventing congestion and promoting a free and copious circulation in the parts affected, thence speedily and effectively it ensures a cure. [951, 692, 1094, 788]
table-cell: Bad Breasts [951, 1130, 988, 1140]
ad-subheading: For Glandular Swellings, Stiff Joints, and Diseases of the Skin. [953, 672, 1093, 691]
article-paragraph: Mi Dear Mr. Editor: [804, 799, 872, 809]
subsection-heading: First Class. [229, 559, 264, 569]
prize-line: Drawing.—Boys: 1. D. Campbell; 2. R. C. Menzies. Girls: 1. A. Anderson; 2. H. Herd. [20, 1098, 163, 1117]
article-byline: [Secret Service.] [842, 769, 893, 779]
divider [382, 342, 422, 343]
prize-line: Algebra.—1. R. C. Menzies; 2. J. Campbell. [20, 1060, 163, 1079]
prize-line: Latin.—1. R. C. Menzies; 2. J. Titchener. [28, 1088, 154, 1098]
subsection-heading: First Class. [229, 419, 264, 429]
article-byline: (To the Editor.) [531, 49, 583, 59]
article-paragraph: "What are you disturbing the whole house with your yells in this way for?" demanded a Saratoga landlord of a guest whom he found late at night seemingly in active pursuit of invisible foes, and yelling at the top of his voice. "I'm shouting for the bottle-ery of fisn-dom," answered the guest, as he went ahead with his search and his yells. [796, 1269, 939, 1356]
footnote: Mr. Stafford, in the Assembly related an incident connected with the plan of the Governor's new stables. He said that according to the original design, as it came from the architect, the horses had to go upstairs to their stalls, while the carriages seemed like the Vice of Wakefield's picture, too large for any mode of ingress. [485, 1261, 629, 1332]
prize-line: Reading.—Boys: 1. W. Mears; 2. F. Titchener; 3. W. Armstrong. Girls: 1. M. Jamison; 2. H. Darton. [175, 428, 318, 456]
ad-subheading: Both the Ointment and Pills should be used in the following complaints:— [959, 1103, 1087, 1122]
section-heading: Junior School. [222, 409, 271, 419]
letter-date: Dec., 18th, 1871. [493, 786, 551, 796]
